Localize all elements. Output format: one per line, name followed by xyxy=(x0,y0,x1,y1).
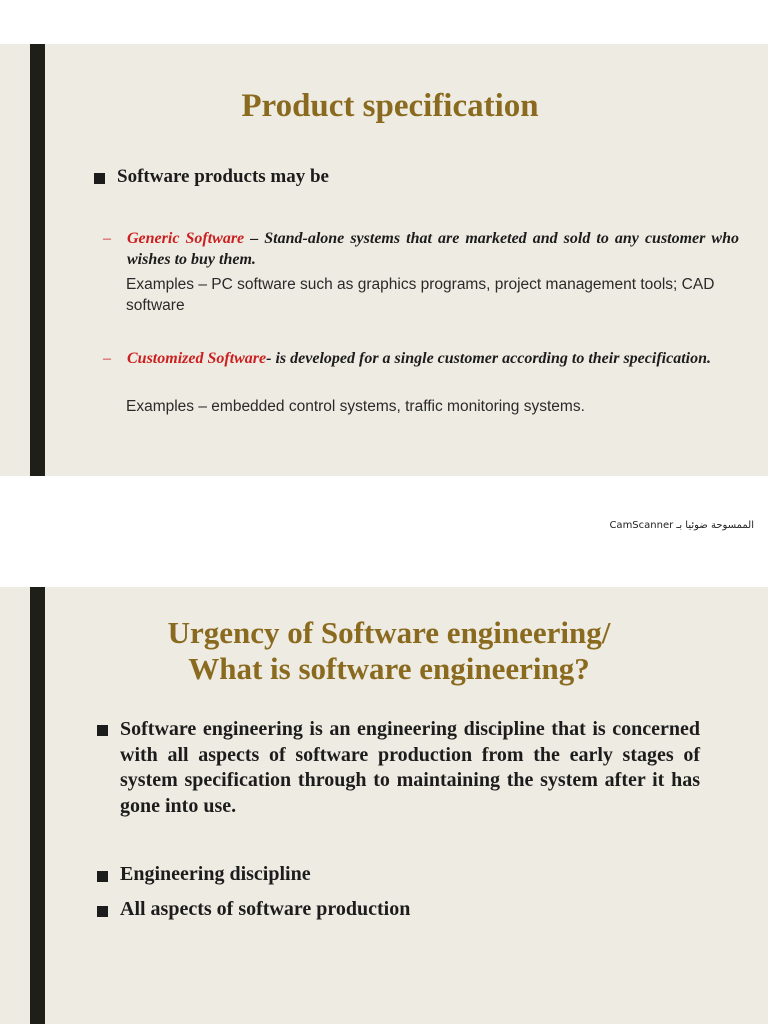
term-generic-software: Generic Software xyxy=(127,230,245,247)
bullet-definition xyxy=(97,717,700,819)
bullet-square-icon xyxy=(97,725,108,736)
bullet-square-icon xyxy=(97,906,108,917)
bullet-square-icon xyxy=(94,173,105,184)
bullet-engineering-discipline xyxy=(97,863,311,886)
bullet-text: Software products may be xyxy=(117,166,329,187)
example-generic-software: Examples – PC software such as graphics programs, project management tools; CAD software xyxy=(126,276,715,314)
example-customized-software: Examples – embedded control systems, traffic monitoring systems. xyxy=(126,398,585,415)
bullet-text: Engineering discipline xyxy=(120,863,311,885)
slide-software-engineering xyxy=(0,587,768,1024)
bullet-all-aspects xyxy=(97,898,410,921)
slide-title xyxy=(10,615,768,687)
dash-marker: – xyxy=(103,350,111,367)
definition-generic-software: Stand-alone systems that are marketed and sold to any customer who wishes to buy them. xyxy=(127,230,740,268)
bullet-square-icon xyxy=(97,871,108,882)
bullet-software-products xyxy=(94,166,329,188)
item-generic-software xyxy=(103,228,740,270)
slide-product-specification xyxy=(0,44,768,476)
bullet-text: All aspects of software production xyxy=(120,898,411,920)
dash-marker: – xyxy=(103,230,111,247)
term-customized-software: Customized Software xyxy=(127,350,267,367)
item-customized-software xyxy=(103,348,739,369)
slide-title: Product specification xyxy=(241,88,539,124)
term-separator: – xyxy=(244,230,265,247)
definition-customized-software: is developed for a single customer according to their specification. xyxy=(275,350,711,367)
term-separator: - xyxy=(266,350,276,367)
title-line-1: Urgency of Software engineering/ xyxy=(167,615,611,650)
title-line-2: What is software engineering? xyxy=(188,651,590,686)
bullet-text: Software engineering is an engineering discipline that is concerned with all aspects of software production from the early stages of system specification through to maintaining the system after it has gone into use. xyxy=(120,718,700,817)
camscanner-watermark: CamScanner الممسوحة ضوئيا بـ xyxy=(609,520,754,531)
